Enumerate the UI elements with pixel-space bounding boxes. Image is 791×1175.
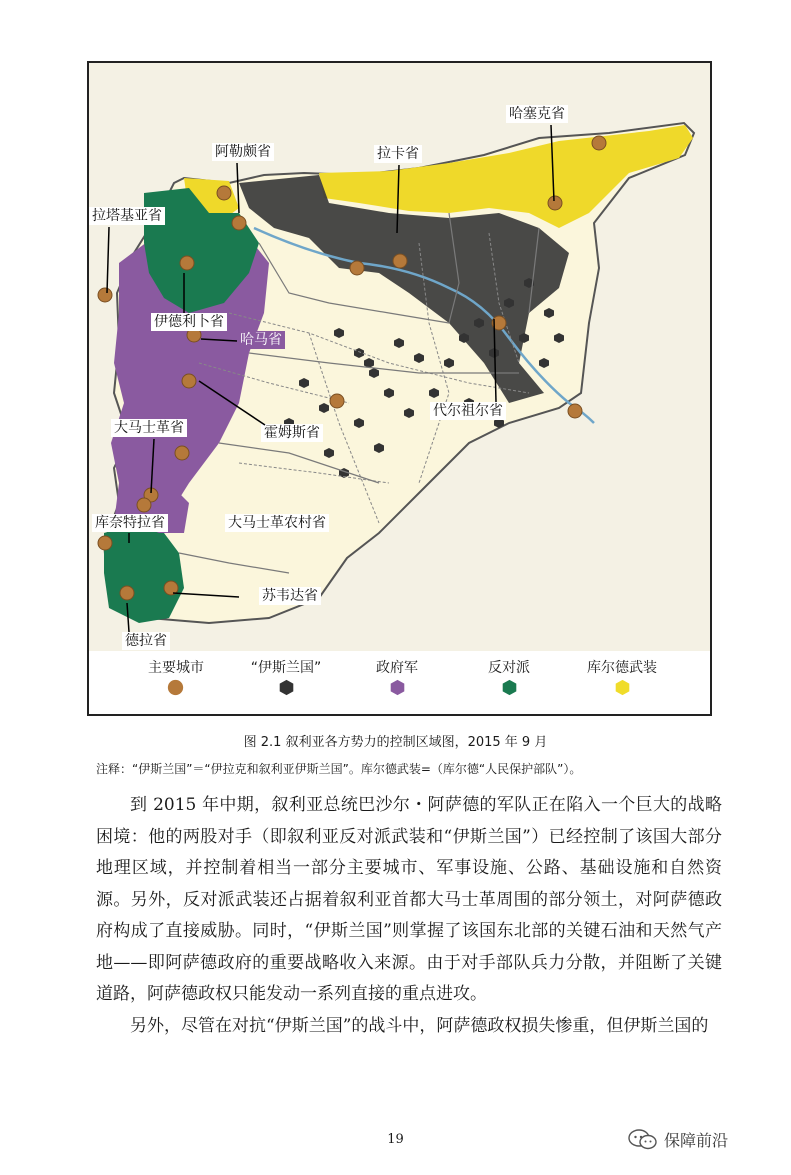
rif-dimashq-label: 大马士革农村省 bbox=[225, 514, 329, 532]
quneitra-label: 库奈特拉省 bbox=[92, 514, 168, 532]
deir-ez-zor-label: 代尔祖尔省 bbox=[430, 402, 506, 420]
latakia-label: 拉塔基亚省 bbox=[89, 207, 165, 225]
paragraph-2: 另外，尽管在对抗“伊斯兰国”的战斗中，阿萨德政权损失惨重，但伊斯兰国的 bbox=[130, 1015, 709, 1036]
homs-label: 霍姆斯省 bbox=[261, 424, 323, 442]
idlib-label: 伊德利卜省 bbox=[151, 313, 227, 331]
legend-label-isis: “伊斯兰国” bbox=[250, 660, 322, 676]
opposition-hex-icon bbox=[501, 679, 518, 696]
legend-label-city: 主要城市 bbox=[148, 660, 204, 676]
body-text bbox=[96, 790, 722, 1042]
watermark bbox=[628, 1128, 728, 1151]
city-icon bbox=[167, 679, 184, 696]
hasakah-label: 哈塞克省 bbox=[506, 105, 568, 123]
figure-note: 注释：“伊斯兰国”＝“伊拉克和叙利亚伊斯兰国”。库尔德武装=（库尔德“人民保护部队”）。 bbox=[96, 762, 582, 776]
aleppo-label: 阿勒颇省 bbox=[212, 143, 274, 161]
daraa-label: 德拉省 bbox=[122, 632, 170, 650]
suwayda-label: 苏韦达省 bbox=[259, 587, 321, 605]
figure-caption: 图 2.1 叙利亚各方势力的控制区域图，2015 年 9 月 bbox=[243, 735, 548, 750]
paragraph-1: 到 2015 年中期，叙利亚总统巴沙尔・阿萨德的军队正在陷入一个巨大的战略困境：他的两股对手（即叙利亚反对派武装和“伊斯兰国”）已经控制了该国大部分地理区域，并控制着相当一部分主要城市、军事设施、公路、基础设施和自然资源。另外，反对派武装还占据着叙利亚首都大马士革周围的部分领土，对阿萨德政府构成了直接威胁。同时，“伊斯兰国”则掌握了该国东北部的关键石油和天然气产地——即阿萨德政府的重要战略收入来源。由于对手部队兵力分散，并阻断了关键道路，阿萨德政权只能发动一系列直接的重点进攻。 bbox=[96, 795, 722, 1004]
label-leader-lines bbox=[89, 63, 710, 714]
legend-label-kurdish: 库尔德武装 bbox=[587, 660, 657, 676]
map-legend bbox=[89, 651, 710, 714]
page-number: 19 bbox=[387, 1132, 404, 1147]
kurdish-hex-icon bbox=[614, 679, 631, 696]
government-hex-icon bbox=[389, 679, 406, 696]
hama-label: 哈马省 bbox=[237, 331, 285, 349]
watermark-text: 保障前沿 bbox=[664, 1131, 729, 1150]
legend-label-government: 政府军 bbox=[376, 660, 418, 676]
legend-label-opposition: 反对派 bbox=[488, 660, 530, 676]
raqqa-label: 拉卡省 bbox=[374, 145, 422, 163]
damascus-label: 大马士革省 bbox=[111, 419, 187, 437]
wechat-icon bbox=[628, 1129, 658, 1151]
isis-hex-icon bbox=[278, 679, 295, 696]
syria-control-map bbox=[87, 61, 712, 716]
